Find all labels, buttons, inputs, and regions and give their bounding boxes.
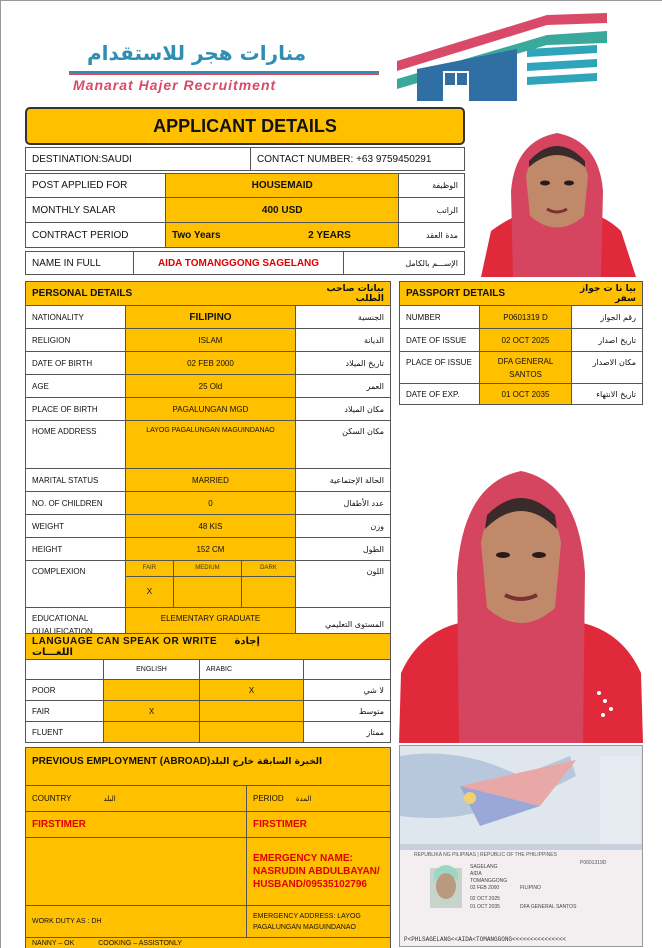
- passport-scan-number: P0601319D: [580, 860, 607, 866]
- personal-row: [26, 306, 391, 329]
- passport-scan-mrz: P<PHLSAGELANG<<AIDA<TOMANGGONG<<<<<<<<<<<<<<<: [404, 936, 567, 943]
- language-header-cell: [26, 634, 304, 660]
- row-value: PAGALUNGAN MGD: [126, 398, 296, 421]
- row-label: MARITAL STATUS: [26, 469, 126, 492]
- language-corner: [26, 660, 104, 680]
- post-label: POST APPLIED FOR: [26, 174, 166, 198]
- row-label-ar: رقم الجواز: [572, 306, 643, 329]
- duties-cell: [26, 938, 391, 948]
- arabic-level: X: [200, 680, 304, 701]
- passport-scan-surname: SAGELANG: [470, 864, 498, 870]
- language-row: [26, 680, 391, 701]
- row-value: ISLAM: [126, 329, 296, 352]
- personal-row: [26, 329, 391, 352]
- language-col-arabic: ARABIC: [200, 660, 304, 680]
- row-value: 01 OCT 2035: [480, 384, 572, 405]
- period-label: PERIOD: [253, 794, 284, 803]
- language-header-ar: إجادة اللغـــات: [32, 635, 260, 658]
- row-label-ar: متوسط: [304, 701, 391, 722]
- complexion-label: COMPLEXION: [26, 561, 126, 608]
- destination: DESTINATION:SAUDI: [26, 148, 251, 171]
- row-value: 152 CM: [126, 538, 296, 561]
- row-label: NO. OF CHILDREN: [26, 492, 126, 515]
- complexion-dark: DARK: [242, 561, 295, 576]
- post-value: HOUSEMAID: [166, 174, 399, 198]
- personal-row: [26, 469, 391, 492]
- complexion-empty: [242, 576, 295, 607]
- row-label: NUMBER: [400, 306, 480, 329]
- row-label: AGE: [26, 375, 126, 398]
- passport-scan-issue: 02 OCT 2025: [470, 896, 500, 902]
- row-label-ar: مكان السكن: [295, 421, 390, 469]
- passport-scan-expiry: 01 OCT 2035: [470, 904, 500, 910]
- personal-row: [26, 375, 391, 398]
- row-label: DATE OF EXP.: [400, 384, 480, 405]
- personal-row: [26, 421, 391, 469]
- row-label: DATE OF ISSUE: [400, 329, 480, 352]
- contract-value-2: 2 YEARS: [261, 223, 399, 248]
- complexion-options: [126, 561, 295, 607]
- destination-table: [25, 147, 465, 171]
- job-table: [25, 173, 465, 248]
- language-header: LANGUAGE CAN SPEAK OR WRITE: [32, 635, 218, 647]
- salary-label-ar: الراتب: [399, 198, 465, 223]
- english-level: X: [104, 701, 200, 722]
- employment-header-cell: [26, 748, 391, 786]
- passport-scan-header: REPUBLIKA NG PILIPINAS | REPUBLIC OF THE PHILIPPINES: [414, 852, 557, 858]
- passport-scan-middle: TOMANGGONG: [470, 878, 508, 884]
- employment-header: PREVIOUS EMPLOYMENT (ABROAD): [32, 756, 211, 767]
- row-label-ar: الجنسية: [295, 306, 390, 329]
- education-label: EDUCATIONAL QUALIFICATION: [26, 608, 126, 642]
- complexion-grid: [126, 561, 296, 608]
- row-value: 0: [126, 492, 296, 515]
- country-value: FIRSTIMER: [26, 812, 247, 838]
- personal-header-ar: بيانات صاحب الطلب: [295, 282, 390, 306]
- row-label-ar: مكان الميلاد: [295, 398, 390, 421]
- row-label-ar: الديانة: [295, 329, 390, 352]
- period-label-cell: [247, 786, 391, 812]
- passport-row: [400, 306, 643, 329]
- post-label-ar: الوظيفة: [399, 174, 465, 198]
- row-label-ar: ممتاز: [304, 722, 391, 743]
- name-label-ar: الإســـم بالكامل: [344, 252, 465, 275]
- row-value: DFA GENERAL SANTOS: [480, 352, 572, 384]
- row-value: 02 FEB 2000: [126, 352, 296, 375]
- row-label: PLACE OF ISSUE: [400, 352, 480, 384]
- passport-scan-place: DFA GENERAL SANTOS: [520, 904, 577, 910]
- passport-details-table: [399, 281, 643, 405]
- row-label-ar: العمر: [295, 375, 390, 398]
- row-label-ar: الحالة الإجتماعية: [295, 469, 390, 492]
- language-columns: [26, 660, 391, 680]
- language-col-empty: [304, 660, 391, 680]
- row-label-ar: مكان الاصدار: [572, 352, 643, 384]
- period-label-ar: المدة: [295, 795, 312, 803]
- contact-number: CONTACT NUMBER: +63 9759450291: [251, 148, 465, 171]
- passport-scan-given: AIDA: [470, 871, 482, 877]
- arabic-level: [200, 701, 304, 722]
- language-header-empty: [304, 634, 391, 660]
- name-label: NAME IN FULL: [26, 252, 134, 275]
- salary-label: MONTHLY SALAR: [26, 198, 166, 223]
- complexion-medium: MEDIUM: [173, 561, 241, 576]
- complexion-fair: FAIR: [126, 561, 173, 576]
- complexion-row: [26, 561, 391, 608]
- complexion-empty: [173, 576, 241, 607]
- cooking-duty: COOKING – ASSISTONLY: [98, 940, 183, 947]
- emergency-contact: EMERGENCY NAME: NASRUDIN ABDULBAYAN/ HUSBAND/09535102796: [247, 838, 391, 906]
- name-value: AIDA TOMANGGONG SAGELANG: [134, 252, 344, 275]
- row-label-ar: لا شي: [304, 680, 391, 701]
- row-label: FLUENT: [26, 722, 104, 743]
- passport-scan-nationality: FILIPINO: [520, 885, 541, 891]
- passport-header: PASSPORT DETAILS: [400, 282, 572, 306]
- row-value: 25 Old: [126, 375, 296, 398]
- row-label: HOME ADDRESS: [26, 421, 126, 469]
- row-label: RELIGION: [26, 329, 126, 352]
- row-value: 02 OCT 2025: [480, 329, 572, 352]
- personal-row: [26, 515, 391, 538]
- applicant-photo-large: [399, 463, 643, 743]
- row-label: NATIONALITY: [26, 306, 126, 329]
- language-col-english: ENGLISH: [104, 660, 200, 680]
- personal-row: [26, 492, 391, 515]
- row-value: 48 KIS: [126, 515, 296, 538]
- row-label: HEIGHT: [26, 538, 126, 561]
- personal-details-table: [25, 281, 391, 642]
- country-label-cell: [26, 786, 247, 812]
- education-label-ar: المستوى التعليمي: [295, 608, 390, 642]
- row-label-ar: تاريخ اصدار: [572, 329, 643, 352]
- personal-row: [26, 352, 391, 375]
- country-label-ar: البلد: [103, 795, 116, 803]
- salary-value: 400 USD: [166, 198, 399, 223]
- language-row: [26, 701, 391, 722]
- passport-scan-dob: 02 FEB 2000: [470, 885, 500, 891]
- row-label-ar: تاريخ الانتهاء: [572, 384, 643, 405]
- row-label-ar: عدد الأطفال: [295, 492, 390, 515]
- contract-value-1: Two Years: [166, 223, 261, 248]
- complexion-mark: X: [126, 576, 173, 607]
- row-value: FILIPINO: [126, 306, 296, 329]
- logo-arabic-text: منارات هجر للاستقدام: [87, 41, 307, 65]
- logo-english-text: Manarat Hajer Recruitment: [73, 77, 277, 93]
- house-logo-icon: [397, 9, 607, 101]
- row-value: P0601319 D: [480, 306, 572, 329]
- row-label: POOR: [26, 680, 104, 701]
- education-value: ELEMENTARY GRADUATE: [126, 608, 296, 642]
- row-label: FAIR: [26, 701, 104, 722]
- row-label-ar: الطول: [295, 538, 390, 561]
- complexion-label-ar: اللون: [295, 561, 390, 608]
- english-level: [104, 680, 200, 701]
- row-label: WEIGHT: [26, 515, 126, 538]
- contract-label-ar: مدة العقد: [399, 223, 465, 248]
- passport-image: [400, 746, 643, 947]
- work-duty: WORK DUTY AS : DH: [26, 906, 247, 938]
- period-value: FIRSTIMER: [247, 812, 391, 838]
- employment-table: [25, 747, 391, 948]
- contract-label: CONTRACT PERIOD: [26, 223, 166, 248]
- arabic-level: [200, 722, 304, 743]
- passport-row: [400, 384, 643, 405]
- row-value: LAYOG PAGALUNGAN MAGUINDANAO: [126, 421, 296, 469]
- employment-empty: [26, 838, 247, 906]
- personal-header: PERSONAL DETAILS: [26, 282, 296, 306]
- logo-underline-pink: [69, 73, 379, 75]
- row-label-ar: تاريخ الميلاد: [295, 352, 390, 375]
- language-row: [26, 722, 391, 743]
- passport-header-ar: بيا نا ت جواز سفر: [572, 282, 643, 306]
- name-table: [25, 251, 465, 275]
- personal-row: [26, 398, 391, 421]
- passport-row: [400, 352, 643, 384]
- passport-row: [400, 329, 643, 352]
- english-level: [104, 722, 200, 743]
- row-label-ar: وزن: [295, 515, 390, 538]
- employment-header-ar: الخبرة السابقة خارج البلد: [210, 757, 323, 767]
- country-label: COUNTRY: [32, 794, 72, 803]
- page-title: APPLICANT DETAILS: [25, 107, 465, 145]
- passport-scan: [399, 745, 643, 947]
- emergency-address: EMERGENCY ADDRESS: LAYOG PAGALUNGAN MAGUINDANAO: [247, 906, 391, 938]
- applicant-photo-small: [471, 121, 643, 277]
- row-label: PLACE OF BIRTH: [26, 398, 126, 421]
- language-table: [25, 633, 391, 743]
- nanny-duty: NANNY – OK: [32, 940, 75, 947]
- row-value: MARRIED: [126, 469, 296, 492]
- personal-row: [26, 538, 391, 561]
- row-label: DATE OF BIRTH: [26, 352, 126, 375]
